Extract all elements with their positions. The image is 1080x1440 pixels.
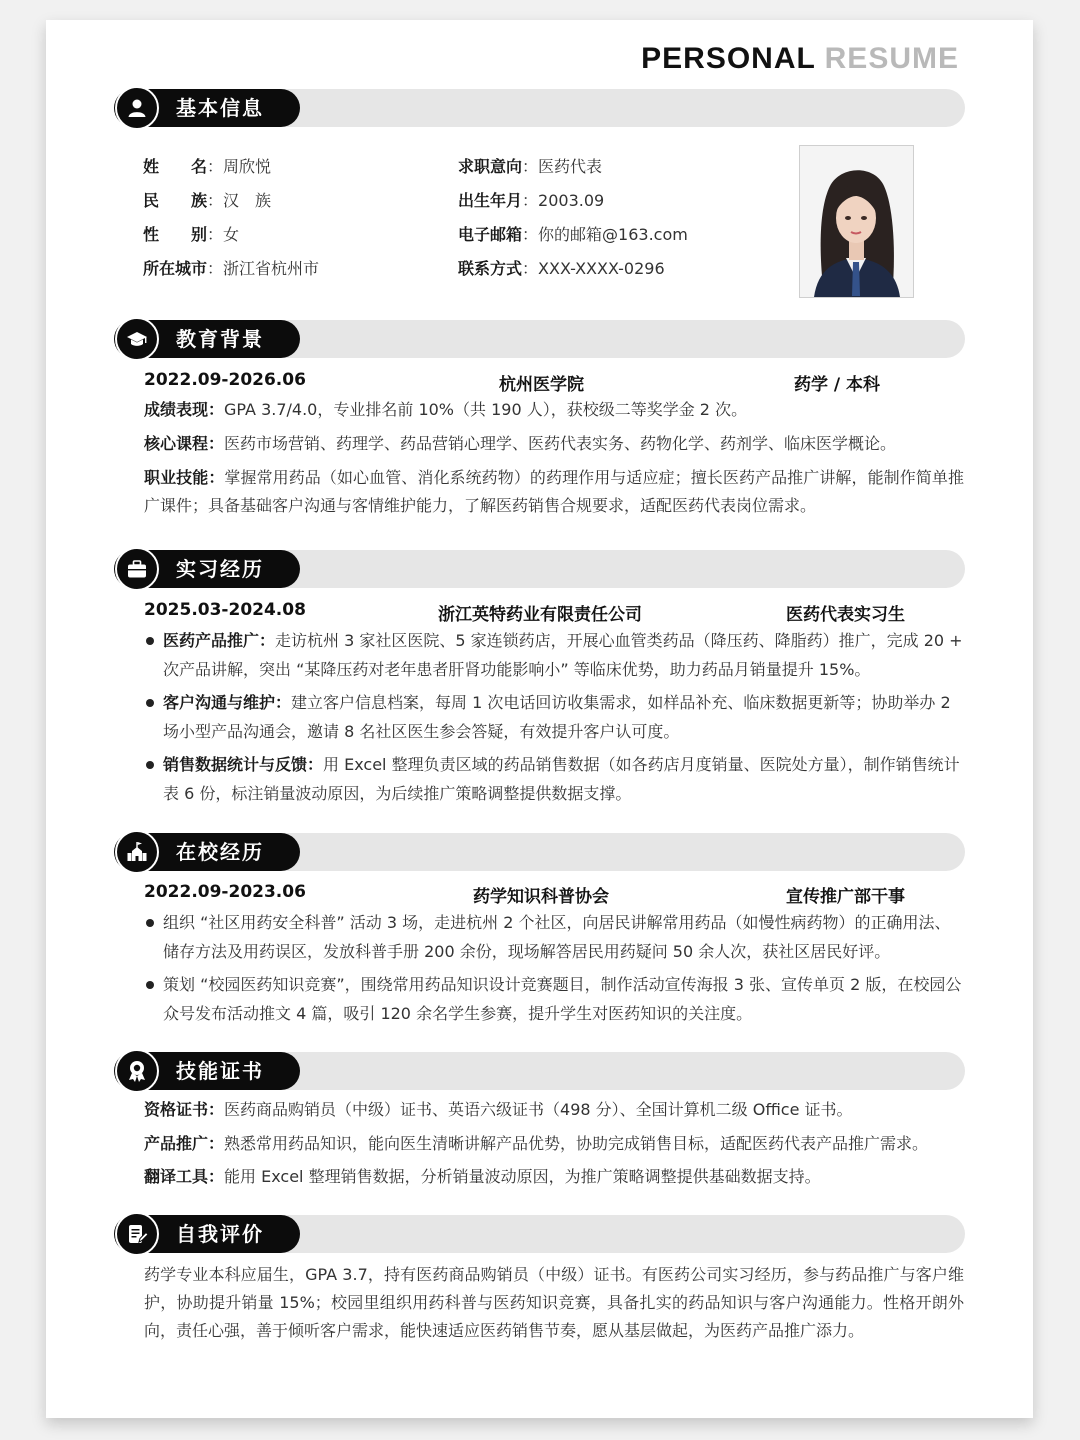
info-gender: 性 别：女 [143, 225, 240, 244]
education-date: 2022.09-2026.06 [144, 370, 306, 390]
promo-value: 熟悉常用药品知识，能向医生清晰讲解产品优势，协助完成销售目标，适配医药代表产品推广需求。 [224, 1134, 929, 1153]
campus-org: 药学知识科普协会 [473, 887, 609, 907]
title-resume: RESUME [824, 42, 959, 75]
bullet-dot [146, 761, 154, 769]
edit-document-icon [115, 1212, 159, 1256]
section-title: 实习经历 [176, 557, 264, 581]
profile-photo [799, 145, 914, 298]
info-value: 你的邮箱@163.com [538, 225, 688, 244]
internship-header [144, 600, 906, 624]
item-value: 用 Excel 整理负责区域的药品销售数据（如各药店月度销量、医院处方量），制作销售统计表 6 份，标注销量波动原因，为后续推广策略调整提供数据支撑。 [163, 755, 960, 803]
section-header-internship [114, 550, 965, 588]
internship-item [144, 750, 964, 808]
education-header [144, 370, 906, 394]
graduation-cap-icon [115, 317, 159, 361]
bullet-dot [146, 699, 154, 707]
info-birth: 出生年月：2003.09 [458, 191, 605, 210]
internship-role: 医药代表实习生 [786, 605, 905, 625]
info-value: 2003.09 [538, 191, 605, 210]
info-key: 求职意向 [458, 157, 523, 176]
info-phone: 联系方式：XXX-XXXX-0296 [458, 259, 665, 278]
user-icon [115, 86, 159, 130]
skills-promo [144, 1130, 964, 1158]
bullet-dot [146, 637, 154, 645]
skills-cert [144, 1096, 964, 1124]
cert-key: 资格证书： [144, 1100, 225, 1119]
campus-header [144, 882, 906, 906]
tool-key: 翻译工具： [144, 1167, 225, 1186]
section-header-skills [114, 1052, 965, 1090]
info-value: 汉 族 [223, 191, 272, 210]
item-key: 医药产品推广： [163, 631, 276, 650]
info-key: 性 别 [143, 225, 208, 244]
info-value: 浙江省杭州市 [223, 259, 320, 278]
info-key: 所在城市 [143, 259, 208, 278]
section-title: 基本信息 [176, 96, 264, 120]
skills-key: 职业技能： [144, 468, 225, 487]
briefcase-icon [115, 547, 159, 591]
section-title: 技能证书 [176, 1059, 264, 1083]
campus-role: 宣传推广部干事 [786, 887, 905, 907]
skills-value: 掌握常用药品（如心血管、消化系统药物）的药理作用与适应症；擅长医药产品推广讲解，能制作简单推广课件；具备基础客户沟通与客情维护能力，了解医药销售合规要求，适配医药代表岗位需求。 [144, 468, 964, 515]
item-value: 策划 “校园医药知识竞赛”，围绕常用药品知识设计竞赛题目，制作活动宣传海报 3 张、宣传单页 2 版，在校园公众号发布活动推文 4 篇，吸引 120 余名学生参赛，提升学生对医药知识的关注度。 [163, 975, 962, 1023]
education-skills [144, 464, 964, 520]
resume-title [641, 42, 959, 76]
school-icon [115, 830, 159, 874]
education-school: 杭州医学院 [499, 375, 584, 395]
info-name: 姓 名：周欣悦 [143, 157, 272, 176]
title-personal: PERSONAL [641, 42, 816, 75]
info-intent: 求职意向：医药代表 [458, 157, 603, 176]
section-header-education [114, 320, 965, 358]
info-key: 出生年月 [458, 191, 523, 210]
section-title: 自我评价 [176, 1222, 264, 1246]
item-value: 组织 “社区用药安全科普” 活动 3 场，走进杭州 2 个社区，向居民讲解常用药品（如慢性病药物）的正确用法、储存方法及用药误区，发放科普手册 200 余份，现场解答居民用药疑问 50 余人次，获社区居民好评。 [163, 913, 951, 961]
tool-value: 能用 Excel 整理销售数据，分析销量波动原因，为推广策略调整提供基础数据支持。 [224, 1167, 821, 1186]
info-email: 电子邮箱：你的邮箱@163.com [458, 225, 688, 244]
info-key: 电子邮箱 [458, 225, 523, 244]
section-title: 在校经历 [176, 840, 264, 864]
section-header-self [114, 1215, 965, 1253]
self-evaluation: 药学专业本科应届生，GPA 3.7，持有医药商品购销员（中级）证书。有医药公司实习经历，参与药品推广与客户维护，协助提升销量 15%；校园里组织用药科普与医药知识竞赛，具备扎实的药品知识与客户沟通能力。性格开朗外向，责任心强，善于倾听客户需求，能快速适应医药销售节奏，愿从基层做起，为医药产品推广添力。 [144, 1265, 964, 1340]
bullet-dot [146, 919, 154, 927]
grades-key: 成绩表现： [144, 400, 225, 419]
info-value: 周欣悦 [223, 157, 272, 176]
skills-tool [144, 1163, 964, 1191]
info-key: 联系方式 [458, 259, 523, 278]
campus-date: 2022.09-2023.06 [144, 882, 306, 902]
info-value: XXX-XXXX-0296 [538, 259, 665, 278]
info-value: 医药代表 [538, 157, 603, 176]
campus-item [144, 970, 964, 1028]
education-grades [144, 396, 964, 424]
info-key: 姓 名 [143, 157, 208, 176]
internship-item [144, 688, 964, 746]
courses-value: 医药市场营销、药理学、药品营销心理学、医药代表实务、药物化学、药剂学、临床医学概论。 [224, 434, 897, 453]
education-courses [144, 430, 964, 458]
resume-page [46, 20, 1033, 1418]
info-key: 民 族 [143, 191, 208, 210]
info-value: 女 [223, 225, 240, 244]
item-key: 客户沟通与维护： [163, 693, 292, 712]
promo-key: 产品推广： [144, 1134, 225, 1153]
item-key: 销售数据统计与反馈： [163, 755, 324, 774]
info-nation: 民 族：汉 族 [143, 191, 272, 210]
item-value: 建立客户信息档案，每周 1 次电话回访收集需求，如样品补充、临床数据更新等；协助举办 2 场小型产品沟通会，邀请 8 名社区医生参会答疑，有效提升客户认可度。 [163, 693, 951, 741]
courses-key: 核心课程： [144, 434, 225, 453]
section-header-basic [114, 89, 965, 127]
section-header-campus [114, 833, 965, 871]
internship-item [144, 626, 964, 684]
internship-date: 2025.03-2024.08 [144, 600, 306, 620]
cert-value: 医药商品购销员（中级）证书、英语六级证书（498 分）、全国计算机二级 Office 证书。 [224, 1100, 853, 1119]
education-major: 药学 / 本科 [794, 375, 881, 395]
award-icon [115, 1049, 159, 1093]
internship-company: 浙江英特药业有限责任公司 [438, 605, 642, 625]
grades-value: GPA 3.7/4.0，专业排名前 10%（共 190 人），获校级二等奖学金 2 次。 [224, 400, 748, 419]
bullet-dot [146, 981, 154, 989]
info-city: 所在城市：浙江省杭州市 [143, 259, 320, 278]
item-value: 走访杭州 3 家社区医院、5 家连锁药店，开展心血管类药品（降压药、降脂药）推广，完成 20 + 次产品讲解，突出 “某降压药对老年患者肝肾功能影响小” 等临床优势，助力药品月销量提升 15%。 [163, 631, 963, 679]
campus-item [144, 908, 964, 966]
section-title: 教育背景 [176, 327, 264, 351]
